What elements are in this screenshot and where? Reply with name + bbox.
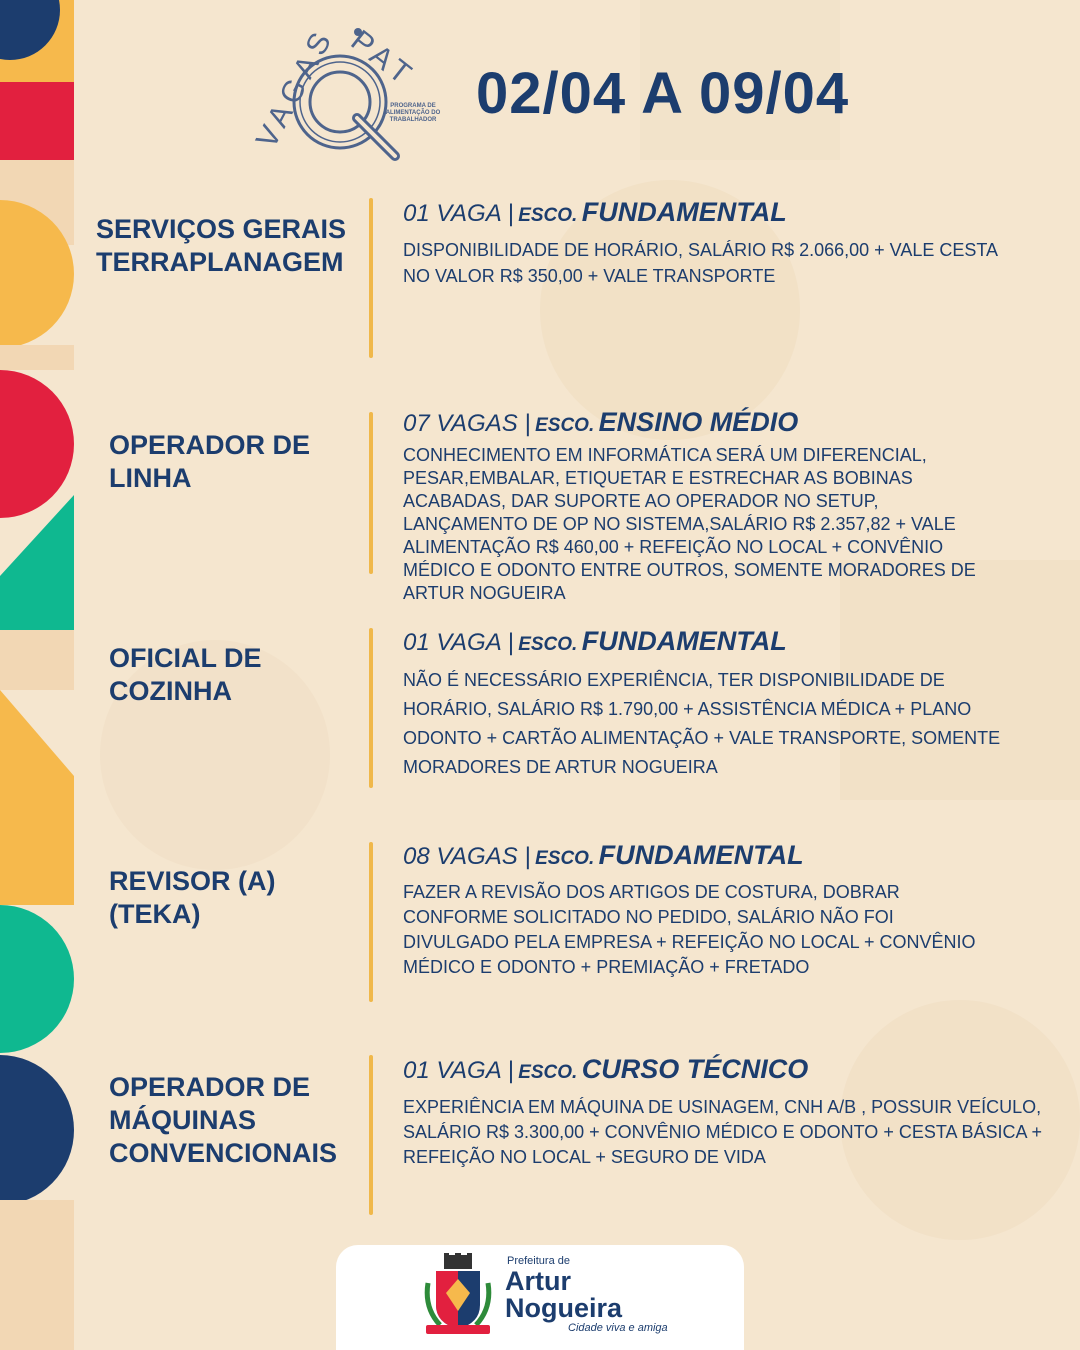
logo-caption-line: TRABALHADOR — [389, 117, 437, 123]
job-title-line: CONVENCIONAIS — [109, 1138, 338, 1168]
schooling-label: ESCO. — [535, 848, 595, 869]
schooling-label: ESCO. — [518, 634, 578, 655]
schooling-level: FUNDAMENTAL — [581, 626, 787, 656]
job-title-line: MÁQUINAS — [109, 1105, 256, 1135]
job-title — [109, 429, 310, 495]
schooling-level: FUNDAMENTAL — [598, 840, 804, 870]
job-title-line: LINHA — [109, 463, 192, 493]
footer-prefix: Prefeitura de — [507, 1255, 570, 1267]
job-description: EXPERIÊNCIA EM MÁQUINA DE USINAGEM, CNH A/B , POSSUIR VEÍCULO, SALÁRIO R$ 3.300,00 + CONVÊNIO MÉDICO E ODONTO + CESTA BÁSICA + REFEIÇÃO NO LOCAL + SEGURO DE VIDA — [403, 1097, 1043, 1167]
job-headline — [403, 840, 804, 871]
schooling-label: ESCO. — [535, 415, 595, 436]
schooling-level: FUNDAMENTAL — [581, 197, 787, 227]
job-title — [109, 1071, 337, 1170]
job-title-line: OFICIAL DE — [109, 643, 262, 673]
divider-line — [369, 412, 373, 574]
job-title-line: OPERADOR DE — [109, 1072, 311, 1102]
job-title-line: REVISOR (A) — [109, 866, 276, 896]
schooling-label: ESCO. — [518, 205, 578, 226]
vagas-pat-logo — [245, 10, 455, 170]
logo-caption — [382, 103, 444, 124]
divider-line — [369, 628, 373, 788]
job-title-line: COZINHA — [109, 676, 232, 706]
job-description: DISPONIBILIDADE DE HORÁRIO, SALÁRIO R$ 2.066,00 + VALE CESTA NO VALOR R$ 350,00 + VALE TRANSPORTE — [403, 240, 998, 286]
strip-block-cream — [0, 630, 74, 690]
footer-tagline: Cidade viva e amiga — [568, 1322, 668, 1334]
job-title — [96, 213, 346, 279]
footer-city-line: Artur — [505, 1266, 571, 1296]
coat-of-arms-icon — [422, 1253, 494, 1339]
job-title-line: TERRAPLANAGEM — [96, 247, 344, 277]
job-title-line: SERVIÇOS GERAIS — [96, 214, 347, 244]
date-range-title: 02/04 A 09/04 — [476, 61, 850, 126]
divider-line — [369, 842, 373, 1002]
job-description: FAZER A REVISÃO DOS ARTIGOS DE COSTURA, DOBRAR CONFORME SOLICITADO NO PEDIDO, SALÁRIO NÃO FOI DIVULGADO PELA EMPRESA + REFEIÇÃO NO LOCAL + CONVÊNIO MÉDICO E ODONTO + PREMIAÇÃO + FRETADO — [403, 882, 976, 977]
footer-city-line: Nogueira — [505, 1293, 623, 1323]
job-title — [109, 865, 276, 931]
strip-block-cream — [0, 1200, 74, 1350]
strip-teal-circle — [0, 905, 74, 1053]
vacancy-count: 07 VAGAS | — [403, 410, 531, 437]
job-title — [109, 642, 262, 708]
job-headline — [403, 407, 798, 438]
vacancy-count: 01 VAGA | — [403, 629, 514, 656]
job-title-line: OPERADOR DE — [109, 430, 311, 460]
logo-caption-line: PROGRAMA DE — [390, 103, 436, 109]
logo-word-pat: PAT — [344, 24, 422, 95]
strip-red-circle — [0, 370, 74, 518]
job-headline — [403, 197, 787, 228]
job-headline — [403, 1054, 808, 1085]
job-title-line: (TEKA) — [109, 899, 201, 929]
job-description: NÃO É NECESSÁRIO EXPERIÊNCIA, TER DISPONIBILIDADE DE HORÁRIO, SALÁRIO R$ 1.790,00 + ASSISTÊNCIA MÉDICA + PLANO ODONTO + CARTÃO ALIMENTAÇÃO + VALE TRANSPORTE, SOMENTE MORADORES DE ARTUR NOGUEIRA — [403, 670, 1001, 777]
strip-navy-circle — [0, 1055, 74, 1205]
vacancy-count: 01 VAGA | — [403, 1057, 514, 1084]
job-headline — [403, 626, 787, 657]
logo-caption-line: ALIMENTAÇÃO DO — [385, 110, 441, 116]
strip-block-cream — [0, 345, 74, 370]
footer-card — [336, 1245, 744, 1350]
strip-block-yellow — [0, 690, 74, 905]
schooling-level: ENSINO MÉDIO — [598, 407, 799, 437]
decorative-strip — [0, 0, 74, 1350]
schooling-level: CURSO TÉCNICO — [581, 1054, 809, 1084]
strip-block-red — [0, 82, 74, 160]
vacancy-count: 01 VAGA | — [403, 200, 514, 227]
logo-word-vagas: VAGAS — [250, 22, 341, 154]
job-description: CONHECIMENTO EM INFORMÁTICA SERÁ UM DIFERENCIAL, PESAR,EMBALAR, ETIQUETAR E ESTRECHAR AS BOBINAS ACABADAS, DAR SUPORTE AO OPERADOR NO SETUP, LANÇAMENTO DE OP NO SISTEMA,SALÁRIO R$ 2.357,82 + VALE ALIMENTAÇÃO R$ 460,00 + REFEIÇÃO NO LOCAL + CONVÊNIO MÉDICO E ODONTO ENTRE OUTROS, SOMENTE MORADORES DE ARTUR NOGUEIRA — [403, 445, 976, 603]
schooling-label: ESCO. — [518, 1062, 578, 1083]
divider-line — [369, 198, 373, 358]
vacancy-count: 08 VAGAS | — [403, 843, 531, 870]
divider-line — [369, 1055, 373, 1215]
